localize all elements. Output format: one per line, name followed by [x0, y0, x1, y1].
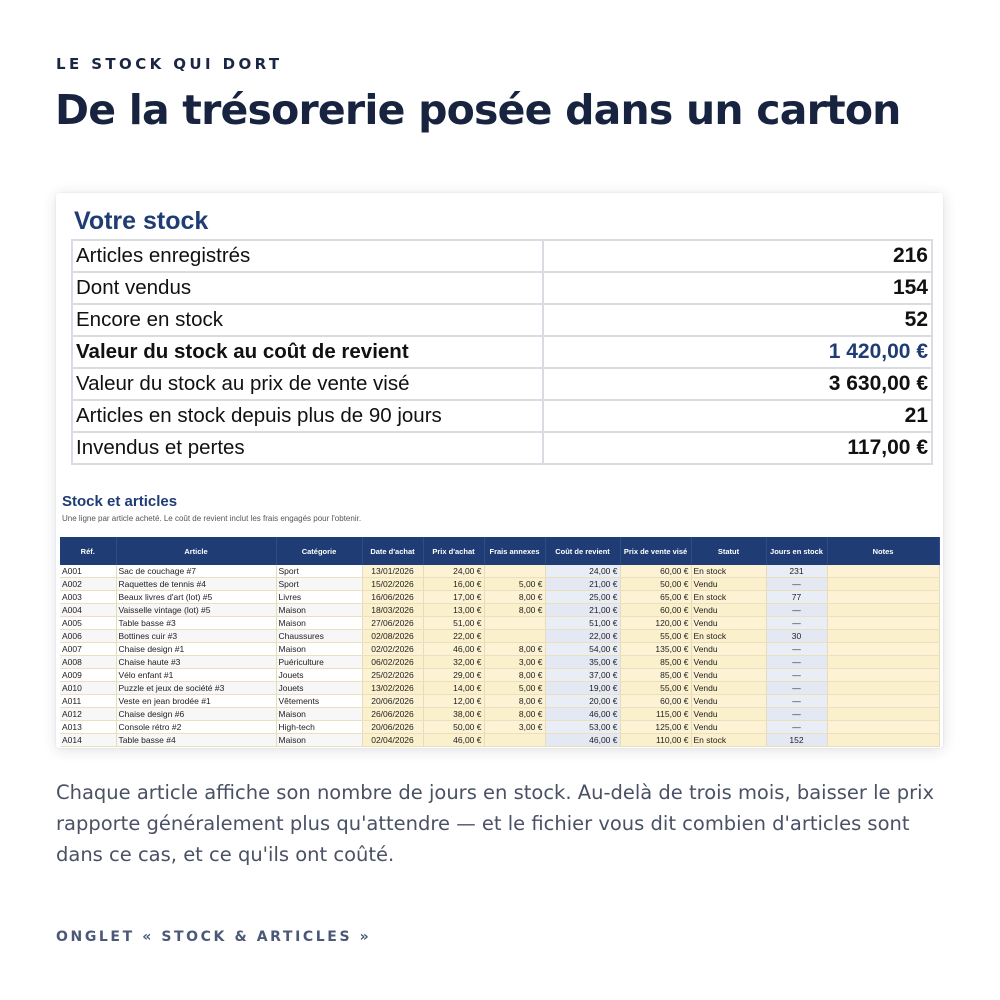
cell-notes[interactable]	[827, 669, 939, 682]
spreadsheet-screenshot	[56, 193, 943, 748]
summary-label: Invendus et pertes	[72, 432, 543, 464]
table-row[interactable]	[60, 643, 939, 656]
cell-cout[interactable]: 53,00 €	[545, 721, 620, 734]
cell-cat[interactable]: Sport	[276, 578, 362, 591]
cell-ref[interactable]: A006	[60, 630, 116, 643]
eyebrow-label: LE STOCK QUI DORT	[56, 55, 283, 73]
table-row[interactable]	[60, 656, 939, 669]
cell-prix[interactable]: 17,00 €	[423, 591, 484, 604]
body-paragraph: Chaque article affiche son nombre de jours en stock. Au-delà de trois mois, baisser le prix rapporte généralement plus qu'attendre — et le fichier vous dit combien d'articles sont dans ce cas, et ce qu'ils ont coûté.	[56, 781, 935, 866]
cell-prix[interactable]: 12,00 €	[423, 695, 484, 708]
cell-cat[interactable]: Maison	[276, 643, 362, 656]
table-row[interactable]	[60, 604, 939, 617]
cell-cat[interactable]: Puériculture	[276, 656, 362, 669]
cell-prix[interactable]: 22,00 €	[423, 630, 484, 643]
cell-ref[interactable]: A010	[60, 682, 116, 695]
cell-jours[interactable]: —	[766, 578, 827, 591]
cell-statut[interactable]: Vendu	[691, 669, 766, 682]
cell-prix[interactable]: 24,00 €	[423, 565, 484, 578]
cell-jours[interactable]: —	[766, 695, 827, 708]
summary-title: Votre stock	[74, 207, 209, 235]
column-header-frais[interactable]: Frais annexes	[484, 537, 545, 565]
cell-frais[interactable]: 3,00 €	[484, 721, 545, 734]
cell-prix[interactable]: 14,00 €	[423, 682, 484, 695]
cell-cout[interactable]: 19,00 €	[545, 682, 620, 695]
summary-value: 3 630,00 €	[543, 368, 932, 400]
cell-statut[interactable]: Vendu	[691, 578, 766, 591]
cell-article[interactable]: Chaise haute #3	[116, 656, 276, 669]
cell-cout[interactable]: 46,00 €	[545, 708, 620, 721]
cell-notes[interactable]	[827, 604, 939, 617]
stock-header-row	[60, 537, 939, 565]
cell-cout[interactable]: 20,00 €	[545, 695, 620, 708]
cell-prix[interactable]: 13,00 €	[423, 604, 484, 617]
column-header-article[interactable]: Article	[116, 537, 276, 565]
cell-vente[interactable]: 85,00 €	[620, 656, 691, 669]
table-row[interactable]	[60, 708, 939, 721]
cell-notes[interactable]	[827, 695, 939, 708]
table-row[interactable]	[60, 565, 939, 578]
cell-frais[interactable]: 8,00 €	[484, 708, 545, 721]
column-header-date[interactable]: Date d'achat	[362, 537, 423, 565]
summary-label: Valeur du stock au coût de revient	[72, 336, 543, 368]
cell-vente[interactable]: 55,00 €	[620, 682, 691, 695]
cell-prix[interactable]: 16,00 €	[423, 578, 484, 591]
cell-date[interactable]: 13/01/2026	[362, 565, 423, 578]
cell-jours[interactable]: —	[766, 682, 827, 695]
summary-value: 216	[543, 240, 932, 272]
cell-vente[interactable]: 85,00 €	[620, 669, 691, 682]
cell-ref[interactable]: A005	[60, 617, 116, 630]
cell-vente[interactable]: 55,00 €	[620, 630, 691, 643]
summary-value: 52	[543, 304, 932, 336]
column-header-ref[interactable]: Réf.	[60, 537, 116, 565]
cell-date[interactable]: 13/02/2026	[362, 682, 423, 695]
stock-section-title: Stock et articles	[62, 493, 178, 510]
cell-cout[interactable]: 37,00 €	[545, 669, 620, 682]
cell-jours[interactable]: 77	[766, 591, 827, 604]
cell-date[interactable]: 20/06/2026	[362, 721, 423, 734]
cell-ref[interactable]: A009	[60, 669, 116, 682]
cell-prix[interactable]: 29,00 €	[423, 669, 484, 682]
cell-article[interactable]: Veste en jean brodée #1	[116, 695, 276, 708]
cell-notes[interactable]	[827, 617, 939, 630]
cell-vente[interactable]: 60,00 €	[620, 565, 691, 578]
cell-notes[interactable]	[827, 591, 939, 604]
cell-jours[interactable]: —	[766, 604, 827, 617]
cell-cat[interactable]: Maison	[276, 617, 362, 630]
cell-statut[interactable]: En stock	[691, 630, 766, 643]
cell-statut[interactable]: Vendu	[691, 695, 766, 708]
column-header-cat[interactable]: Catégorie	[276, 537, 362, 565]
cell-vente[interactable]: 135,00 €	[620, 643, 691, 656]
cell-notes[interactable]	[827, 656, 939, 669]
cell-cat[interactable]: Livres	[276, 591, 362, 604]
cell-statut[interactable]: Vendu	[691, 682, 766, 695]
cell-ref[interactable]: A003	[60, 591, 116, 604]
stock-section-subtitle: Une ligne par article acheté. Le coût de revient inclut les frais engagés pour l'obtenir.	[62, 514, 362, 523]
table-row[interactable]	[60, 721, 939, 734]
table-row[interactable]	[60, 682, 939, 695]
cell-statut[interactable]: Vendu	[691, 643, 766, 656]
cell-article[interactable]: Bottines cuir #3	[116, 630, 276, 643]
cell-cout[interactable]: 51,00 €	[545, 617, 620, 630]
cell-cat[interactable]: Chaussures	[276, 630, 362, 643]
cell-vente[interactable]: 65,00 €	[620, 591, 691, 604]
cell-article[interactable]: Beaux livres d'art (lot) #5	[116, 591, 276, 604]
summary-label: Valeur du stock au prix de vente visé	[72, 368, 543, 400]
cell-jours[interactable]: 231	[766, 565, 827, 578]
cell-article[interactable]: Table basse #4	[116, 734, 276, 747]
cell-date[interactable]: 15/02/2026	[362, 578, 423, 591]
cell-notes[interactable]	[827, 630, 939, 643]
cell-frais[interactable]	[484, 617, 545, 630]
cell-vente[interactable]: 125,00 €	[620, 721, 691, 734]
cell-prix[interactable]: 46,00 €	[423, 643, 484, 656]
cell-date[interactable]: 16/06/2026	[362, 591, 423, 604]
cell-statut[interactable]: Vendu	[691, 604, 766, 617]
cell-frais[interactable]: 3,00 €	[484, 656, 545, 669]
table-row[interactable]	[60, 617, 939, 630]
cell-cout[interactable]: 46,00 €	[545, 734, 620, 747]
cell-article[interactable]: Raquettes de tennis #4	[116, 578, 276, 591]
cell-ref[interactable]: A007	[60, 643, 116, 656]
cell-jours[interactable]: —	[766, 721, 827, 734]
cell-prix[interactable]: 50,00 €	[423, 721, 484, 734]
cell-date[interactable]: 27/06/2026	[362, 617, 423, 630]
cell-vente[interactable]: 120,00 €	[620, 617, 691, 630]
table-row[interactable]	[60, 734, 939, 747]
table-row[interactable]	[60, 630, 939, 643]
summary-row-highlight	[72, 336, 932, 368]
cell-vente[interactable]: 115,00 €	[620, 708, 691, 721]
cell-frais[interactable]: 5,00 €	[484, 682, 545, 695]
cell-date[interactable]: 18/03/2026	[362, 604, 423, 617]
cell-ref[interactable]: A011	[60, 695, 116, 708]
table-row[interactable]	[60, 669, 939, 682]
cell-notes[interactable]	[827, 734, 939, 747]
cell-date[interactable]: 20/06/2026	[362, 695, 423, 708]
summary-row	[72, 400, 932, 432]
cell-cat[interactable]: Maison	[276, 604, 362, 617]
cell-article[interactable]: Table basse #3	[116, 617, 276, 630]
cell-cat[interactable]: Maison	[276, 708, 362, 721]
summary-label: Articles en stock depuis plus de 90 jours	[72, 400, 543, 432]
cell-jours[interactable]: —	[766, 708, 827, 721]
cell-prix[interactable]: 46,00 €	[423, 734, 484, 747]
cell-article[interactable]: Console rétro #2	[116, 721, 276, 734]
cell-jours[interactable]: —	[766, 643, 827, 656]
cell-date[interactable]: 06/02/2026	[362, 656, 423, 669]
cell-notes[interactable]	[827, 682, 939, 695]
cell-article[interactable]: Chaise design #1	[116, 643, 276, 656]
summary-table	[71, 239, 933, 465]
cell-statut[interactable]: Vendu	[691, 617, 766, 630]
cell-cat[interactable]: Jouets	[276, 682, 362, 695]
summary-row	[72, 368, 932, 400]
cell-ref[interactable]: A001	[60, 565, 116, 578]
cell-prix[interactable]: 51,00 €	[423, 617, 484, 630]
column-header-statut[interactable]: Statut	[691, 537, 766, 565]
cell-cout[interactable]: 25,00 €	[545, 591, 620, 604]
cell-cat[interactable]: Vêtements	[276, 695, 362, 708]
cell-cout[interactable]: 21,00 €	[545, 604, 620, 617]
cell-cout[interactable]: 54,00 €	[545, 643, 620, 656]
cell-vente[interactable]: 50,00 €	[620, 578, 691, 591]
cell-ref[interactable]: A012	[60, 708, 116, 721]
cell-statut[interactable]: Vendu	[691, 656, 766, 669]
summary-row	[72, 272, 932, 304]
cell-jours[interactable]: 30	[766, 630, 827, 643]
table-row[interactable]	[60, 578, 939, 591]
summary-value: 117,00 €	[543, 432, 932, 464]
cell-jours[interactable]: —	[766, 669, 827, 682]
cell-vente[interactable]: 60,00 €	[620, 695, 691, 708]
cell-cat[interactable]: Jouets	[276, 669, 362, 682]
cell-date[interactable]: 02/04/2026	[362, 734, 423, 747]
table-row[interactable]	[60, 591, 939, 604]
column-header-vente[interactable]: Prix de vente visé	[620, 537, 691, 565]
cell-statut[interactable]: Vendu	[691, 708, 766, 721]
cell-frais[interactable]: 8,00 €	[484, 643, 545, 656]
cell-statut[interactable]: Vendu	[691, 721, 766, 734]
cell-ref[interactable]: A008	[60, 656, 116, 669]
cell-article[interactable]: Vaisselle vintage (lot) #5	[116, 604, 276, 617]
stock-table	[60, 537, 940, 747]
summary-value: 21	[543, 400, 932, 432]
cell-frais[interactable]: 8,00 €	[484, 591, 545, 604]
cell-cat[interactable]: Sport	[276, 565, 362, 578]
cell-frais[interactable]: 5,00 €	[484, 578, 545, 591]
summary-label: Encore en stock	[72, 304, 543, 336]
cell-notes[interactable]	[827, 643, 939, 656]
column-header-jours[interactable]: Jours en stock	[766, 537, 827, 565]
cell-date[interactable]: 02/08/2026	[362, 630, 423, 643]
cell-vente[interactable]: 60,00 €	[620, 604, 691, 617]
cell-statut[interactable]: En stock	[691, 565, 766, 578]
cell-vente[interactable]: 110,00 €	[620, 734, 691, 747]
cell-ref[interactable]: A002	[60, 578, 116, 591]
cell-prix[interactable]: 32,00 €	[423, 656, 484, 669]
cell-article[interactable]: Vélo enfant #1	[116, 669, 276, 682]
cell-ref[interactable]: A004	[60, 604, 116, 617]
cell-frais[interactable]: 8,00 €	[484, 695, 545, 708]
cell-ref[interactable]: A014	[60, 734, 116, 747]
cell-jours[interactable]: —	[766, 656, 827, 669]
cell-frais[interactable]: 8,00 €	[484, 669, 545, 682]
cell-cout[interactable]: 21,00 €	[545, 578, 620, 591]
cell-date[interactable]: 26/06/2026	[362, 708, 423, 721]
column-header-notes[interactable]: Notes	[827, 537, 939, 565]
cell-jours[interactable]: 152	[766, 734, 827, 747]
cell-article[interactable]: Chaise design #6	[116, 708, 276, 721]
cell-frais[interactable]	[484, 565, 545, 578]
cell-frais[interactable]	[484, 630, 545, 643]
summary-label: Articles enregistrés	[72, 240, 543, 272]
cell-cout[interactable]: 22,00 €	[545, 630, 620, 643]
cell-notes[interactable]	[827, 578, 939, 591]
cell-article[interactable]: Sac de couchage #7	[116, 565, 276, 578]
column-header-prix[interactable]: Prix d'achat	[423, 537, 484, 565]
cell-notes[interactable]	[827, 565, 939, 578]
cell-prix[interactable]: 38,00 €	[423, 708, 484, 721]
cell-date[interactable]: 02/02/2026	[362, 643, 423, 656]
cell-notes[interactable]	[827, 721, 939, 734]
cell-frais[interactable]: 8,00 €	[484, 604, 545, 617]
summary-row	[72, 432, 932, 464]
table-row[interactable]	[60, 695, 939, 708]
summary-label: Dont vendus	[72, 272, 543, 304]
cell-cat[interactable]: Maison	[276, 734, 362, 747]
cell-date[interactable]: 25/02/2026	[362, 669, 423, 682]
cell-statut[interactable]: En stock	[691, 591, 766, 604]
cell-statut[interactable]: En stock	[691, 734, 766, 747]
cell-jours[interactable]: —	[766, 617, 827, 630]
cell-frais[interactable]	[484, 734, 545, 747]
summary-value: 1 420,00 €	[543, 336, 932, 368]
cell-notes[interactable]	[827, 708, 939, 721]
summary-row	[72, 304, 932, 336]
cell-article[interactable]: Puzzle et jeux de société #3	[116, 682, 276, 695]
tab-caption: ONGLET « STOCK & ARTICLES »	[56, 929, 372, 945]
headline: De la trésorerie posée dans un carton	[55, 86, 901, 134]
cell-cout[interactable]: 35,00 €	[545, 656, 620, 669]
cell-cat[interactable]: High-tech	[276, 721, 362, 734]
column-header-cout[interactable]: Coût de revient	[545, 537, 620, 565]
cell-cout[interactable]: 24,00 €	[545, 565, 620, 578]
cell-ref[interactable]: A013	[60, 721, 116, 734]
summary-row	[72, 240, 932, 272]
summary-value: 154	[543, 272, 932, 304]
